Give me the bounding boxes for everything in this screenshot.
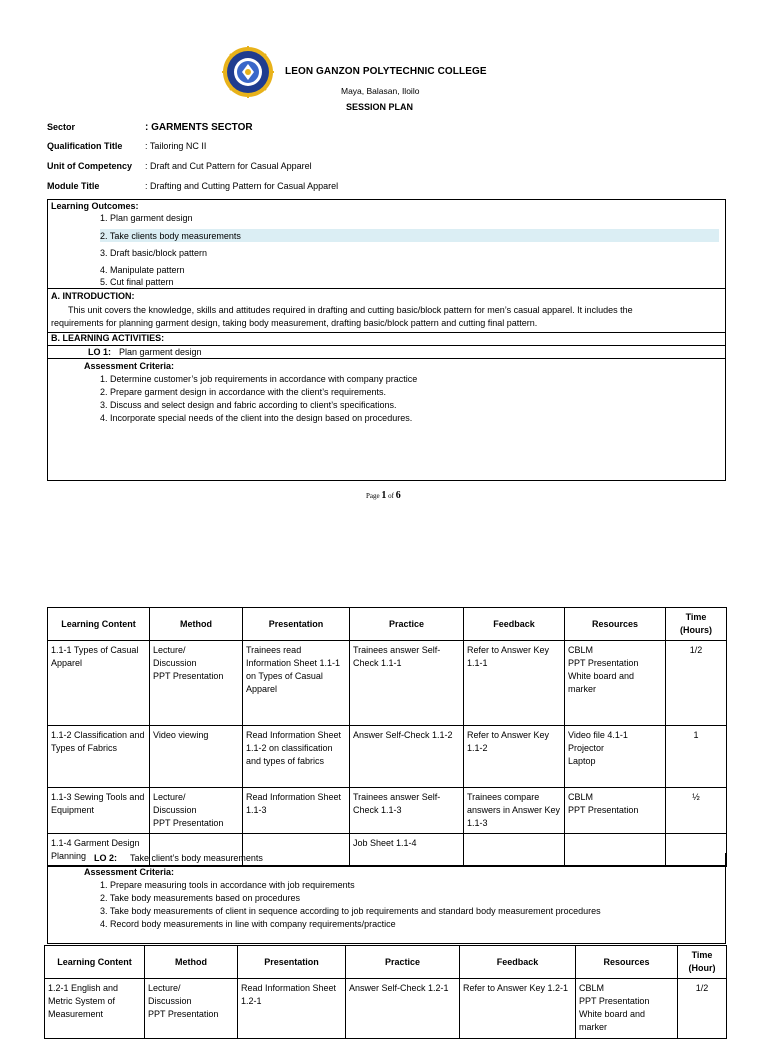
criteria-item: 1. Prepare measuring tools in accordance with job requirements bbox=[100, 880, 355, 890]
meta-value: : Drafting and Cutting Pattern for Casual Apparel bbox=[145, 181, 339, 191]
table-cell: Lecture/ Discussion PPT Presentation bbox=[145, 979, 238, 1039]
table-row bbox=[48, 726, 727, 788]
introduction-section bbox=[47, 289, 726, 333]
learning-activities-label: B. LEARNING ACTIVITIES: bbox=[51, 333, 165, 343]
page-of: of bbox=[388, 492, 394, 500]
learning-content-table-lo2 bbox=[44, 945, 727, 1039]
table-cell: Answer Self-Check 1.2-1 bbox=[346, 979, 460, 1039]
lo2-row bbox=[47, 853, 726, 866]
criteria-item: 2. Take body measurements based on procedures bbox=[100, 893, 300, 903]
meta-key: Sector bbox=[47, 122, 76, 132]
learning-content-table-lo1 bbox=[47, 607, 727, 867]
column-header: Resources bbox=[565, 608, 666, 641]
learning-outcomes-box bbox=[47, 199, 726, 289]
table-cell: 1.1-2 Classification and Types of Fabrics bbox=[48, 726, 150, 788]
meta-key: Qualification Title bbox=[47, 141, 123, 151]
column-header: Practice bbox=[350, 608, 464, 641]
page-total: 6 bbox=[395, 490, 401, 501]
column-header: Method bbox=[150, 608, 243, 641]
table-cell: CBLM PPT Presentation bbox=[565, 788, 666, 834]
table-cell: Lecture/ Discussion PPT Presentation bbox=[150, 788, 243, 834]
table-cell: Video viewing bbox=[150, 726, 243, 788]
criteria-item: 4. Record body measurements in line with company requirements/practice bbox=[100, 919, 396, 929]
lo1-row bbox=[47, 346, 726, 359]
college-seal-icon bbox=[222, 46, 274, 98]
college-name: LEON GANZON POLYTECHNIC COLLEGE bbox=[285, 66, 487, 77]
column-header: Presentation bbox=[243, 608, 350, 641]
column-header: Method bbox=[145, 946, 238, 979]
table-cell: Refer to Answer Key 1.1-1 bbox=[464, 641, 565, 726]
table-cell: 1 bbox=[666, 726, 727, 788]
outcome-item: 5. Cut final pattern bbox=[100, 277, 174, 287]
learning-outcomes-label: Learning Outcomes: bbox=[51, 201, 139, 211]
document-title: SESSION PLAN bbox=[346, 102, 414, 112]
table-cell: Video file 4.1-1 Projector Laptop bbox=[565, 726, 666, 788]
column-header: Resources bbox=[576, 946, 678, 979]
page-prefix: Page bbox=[366, 492, 380, 500]
table-header-row bbox=[48, 608, 727, 641]
introduction-label: A. INTRODUCTION: bbox=[51, 291, 135, 301]
meta-key: Unit of Competency bbox=[47, 161, 133, 171]
table-cell: 1/2 bbox=[666, 641, 727, 726]
criteria-item: 1. Determine customer’s job requirements in accordance with company practice bbox=[100, 374, 418, 384]
table-cell: 1.1-1 Types of Casual Apparel bbox=[48, 641, 150, 726]
table-row bbox=[45, 979, 727, 1039]
assessment-criteria-label: Assessment Criteria: bbox=[84, 361, 175, 371]
table-cell: Lecture/ Discussion PPT Presentation bbox=[150, 641, 243, 726]
college-address: Maya, Balasan, Iloilo bbox=[341, 86, 420, 96]
outcome-item: 2. Take clients body measurements bbox=[100, 231, 241, 241]
meta-value: : GARMENTS SECTOR bbox=[145, 122, 253, 133]
table-cell: CBLM PPT Presentation White board and marker bbox=[576, 979, 678, 1039]
table-cell: Trainees answer Self-Check 1.1-3 bbox=[350, 788, 464, 834]
column-header: Learning Content bbox=[45, 946, 145, 979]
column-header: Feedback bbox=[464, 608, 565, 641]
table-cell: Refer to Answer Key 1.2-1 bbox=[460, 979, 576, 1039]
table-cell: Read Information Sheet 1.1-3 bbox=[243, 788, 350, 834]
column-header: Presentation bbox=[238, 946, 346, 979]
table-cell: Trainees compare answers in Answer Key 1.1-3 bbox=[464, 788, 565, 834]
page-number bbox=[366, 490, 401, 501]
column-header: Learning Content bbox=[48, 608, 150, 641]
column-header: Practice bbox=[346, 946, 460, 979]
meta-value: : Tailoring NC II bbox=[145, 141, 207, 151]
table-row bbox=[48, 641, 727, 726]
table-cell: Answer Self-Check 1.1-2 bbox=[350, 726, 464, 788]
lo1-assessment-box bbox=[47, 359, 726, 481]
table-cell: Read Information Sheet 1.2-1 bbox=[238, 979, 346, 1039]
table-cell: Read Information Sheet 1.1-2 on classification and types of fabrics bbox=[243, 726, 350, 788]
lo2-assessment-box bbox=[47, 866, 726, 944]
lo1-label: LO 1: bbox=[88, 347, 112, 357]
table-cell: 1.2-1 English and Metric System of Measurement bbox=[45, 979, 145, 1039]
table-cell: 1.1-4 Garment Design Planning bbox=[48, 834, 150, 867]
lo1-text: Plan garment design bbox=[119, 347, 202, 357]
table-cell: CBLM PPT Presentation White board and marker bbox=[565, 641, 666, 726]
outcome-item: 1. Plan garment design bbox=[100, 213, 193, 223]
introduction-line: requirements for planning garment design, taking body measurement, drafting basic/block pattern and cutting final pattern. bbox=[51, 318, 538, 328]
table-cell: Job Sheet 1.1-4 bbox=[350, 834, 464, 867]
document-header bbox=[0, 0, 768, 120]
meta-value: : Draft and Cut Pattern for Casual Apparel bbox=[145, 161, 312, 171]
column-header: Feedback bbox=[460, 946, 576, 979]
table-cell: 1/2 bbox=[678, 979, 727, 1039]
criteria-item: 3. Discuss and select design and fabric according to client’s specifications. bbox=[100, 400, 397, 410]
criteria-item: 4. Incorporate special needs of the client into the design based on procedures. bbox=[100, 413, 413, 423]
outcome-item: 3. Draft basic/block pattern bbox=[100, 248, 208, 258]
table-header-row bbox=[45, 946, 727, 979]
column-header: Time (Hour) bbox=[678, 946, 727, 979]
table-cell: Refer to Answer Key 1.1-2 bbox=[464, 726, 565, 788]
criteria-item: 3. Take body measurements of client in sequence according to job requirements and standard body measurement procedures bbox=[100, 906, 601, 916]
lo2-text: Take client’s body measurements bbox=[130, 853, 263, 863]
table-cell: ½ bbox=[666, 788, 727, 834]
table-row bbox=[48, 788, 727, 834]
introduction-line: This unit covers the knowledge, skills and attitudes required in drafting and cutting basic/block pattern for men’s casual apparel. It includes the bbox=[68, 305, 633, 315]
table-cell: Trainees answer Self-Check 1.1-1 bbox=[350, 641, 464, 726]
page-current: 1 bbox=[381, 490, 387, 501]
column-header: Time (Hours) bbox=[666, 608, 727, 641]
learning-activities-section bbox=[47, 333, 726, 346]
meta-key: Module Title bbox=[47, 181, 100, 191]
table-cell: 1.1-3 Sewing Tools and Equipment bbox=[48, 788, 150, 834]
lo2-label: LO 2: bbox=[94, 853, 118, 863]
criteria-item: 2. Prepare garment design in accordance with the client’s requirements. bbox=[100, 387, 386, 397]
assessment-criteria-label: Assessment Criteria: bbox=[84, 867, 175, 877]
table-cell: Trainees read Information Sheet 1.1-1 on Types of Casual Apparel bbox=[243, 641, 350, 726]
outcome-item: 4. Manipulate pattern bbox=[100, 265, 185, 275]
